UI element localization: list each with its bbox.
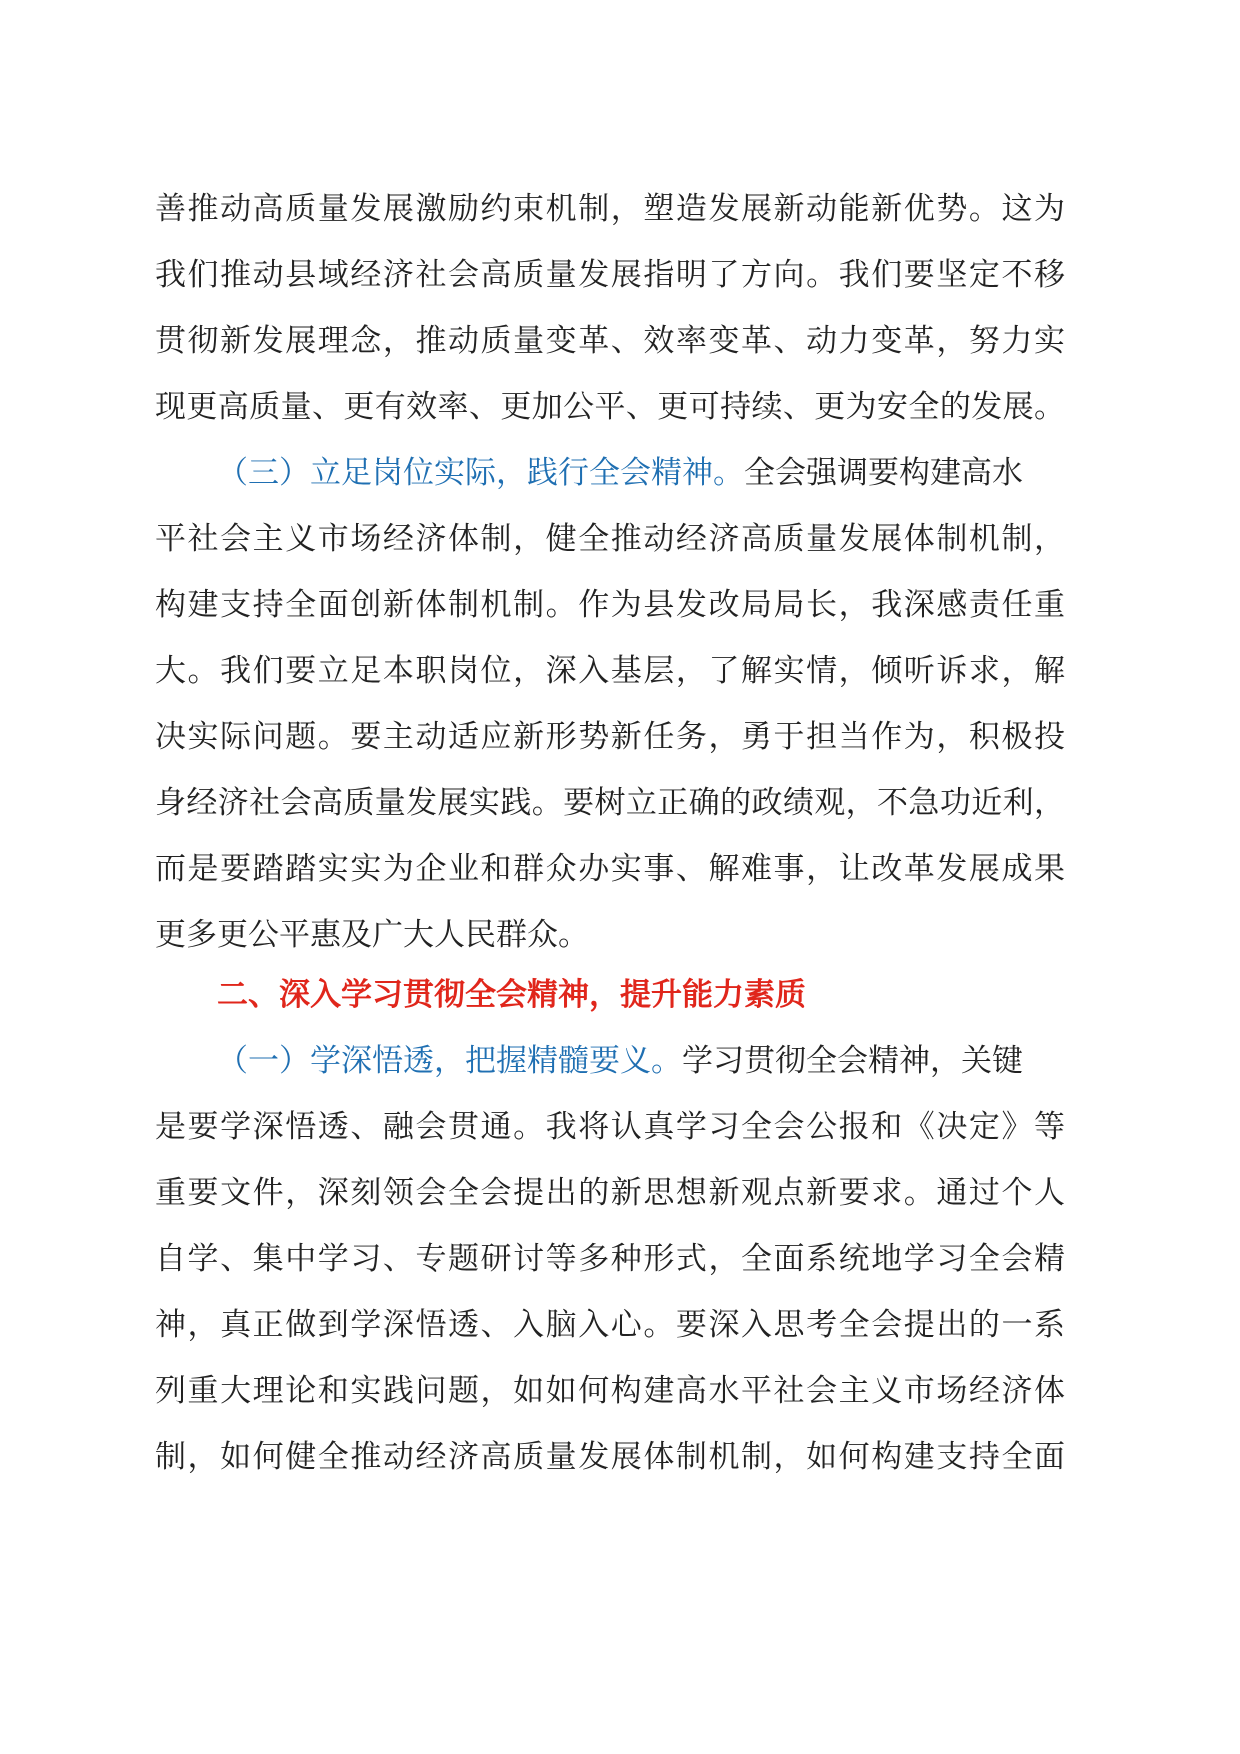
paragraph-text: 学习贯彻全会精神，关键 (682, 1043, 1023, 1079)
paragraph-line: 自学、集中学习、专题研讨等多种形式，全面系统地学习全会精 (155, 1241, 1065, 1277)
paragraph-line: 重要文件，深刻领会全会提出的新思想新观点新要求。通过个人 (155, 1175, 1065, 1211)
paragraph-line: 决实际问题。要主动适应新形势新任务，勇于担当作为，积极投 (155, 719, 1065, 755)
paragraph-line: 构建支持全面创新体制机制。作为县发改局局长，我深感责任重 (155, 587, 1065, 623)
section-heading: 二、深入学习贯彻全会精神，提升能力素质 (217, 977, 806, 1013)
paragraph-line: 善推动高质量发展激励约束机制，塑造发展新动能新优势。这为 (155, 191, 1065, 227)
paragraph-line: 身经济社会高质量发展实践。要树立正确的政绩观，不急功近利， (155, 785, 1065, 821)
subheading: （一）学深悟透，把握精髓要义。 (217, 1043, 682, 1079)
paragraph-line: 现更高质量、更有效率、更加公平、更可持续、更为安全的发展。 (155, 389, 1065, 425)
paragraph-first-line (217, 1028, 1065, 1094)
paragraph-line: 制，如何健全推动经济高质量发展体制机制，如何构建支持全面 (155, 1439, 1065, 1475)
paragraph-line: 而是要踏踏实实为企业和群众办实事、解难事，让改革发展成果 (155, 851, 1065, 887)
paragraph-text: 全会强调要构建高水 (744, 455, 1023, 491)
paragraph-line: 神，真正做到学深悟透、入脑入心。要深入思考全会提出的一系 (155, 1307, 1065, 1343)
paragraph-line: 更多更公平惠及广大人民群众。 (155, 917, 589, 953)
paragraph-line: 大。我们要立足本职岗位，深入基层，了解实情，倾听诉求，解 (155, 653, 1065, 689)
paragraph-line: 贯彻新发展理念，推动质量变革、效率变革、动力变革，努力实 (155, 323, 1065, 359)
paragraph-line: 是要学深悟透、融会贯通。我将认真学习全会公报和《决定》等 (155, 1109, 1065, 1145)
paragraph-line: 我们推动县域经济社会高质量发展指明了方向。我们要坚定不移 (155, 257, 1065, 293)
subheading: （三）立足岗位实际，践行全会精神。 (217, 455, 744, 491)
paragraph-line: 列重大理论和实践问题，如如何构建高水平社会主义市场经济体 (155, 1373, 1065, 1409)
paragraph-line: 平社会主义市场经济体制，健全推动经济高质量发展体制机制， (155, 521, 1065, 557)
paragraph-first-line (217, 440, 1065, 506)
